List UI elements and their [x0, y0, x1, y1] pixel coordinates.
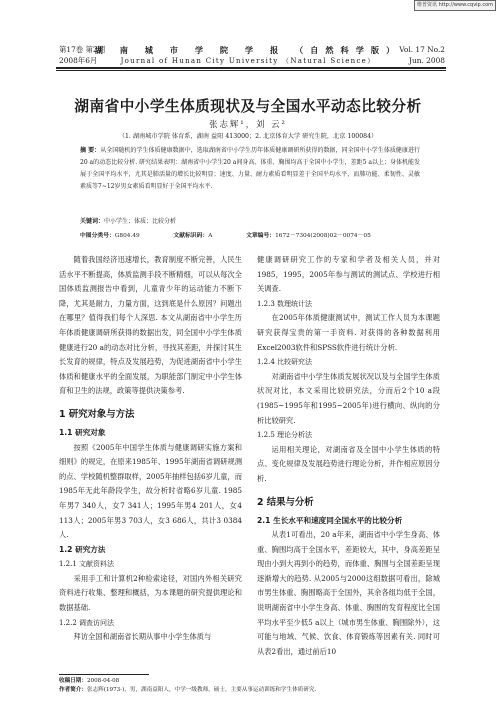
clc-label: 中图分类号： — [80, 233, 115, 239]
volume-issue-en: Vol. 17 No.2 — [399, 45, 445, 54]
section-1-2-heading: 1.2 研究方法 — [59, 544, 106, 554]
section-1-2-2-heading: 1.2.2 调查访问法 — [59, 618, 115, 627]
section-1-heading: 1 研究对象与方法 — [59, 408, 135, 420]
doc-code-value: A — [208, 233, 213, 239]
section-1-1-text: 按照《2005年中国学生体质与健康调研实施方案和细则》的规定，在原来1985年、1995年湖南省调研规测的点、学校随机整群取样，2005年抽样包括6岁儿童，而1985年无此年龄段学生，故分析时省略6岁儿童. 1985年男7 340人，女7 341人；1995年男4 201人，女4 113人；2005年男3 703人，女3 686人，共计3 0384人. — [59, 442, 242, 540]
article-authors: 张志辉¹，刘 云² — [209, 119, 287, 129]
section-1-2-4-heading: 1.2.4 比较研究法 — [257, 358, 313, 367]
section-1-1-heading: 1.1 研究对象 — [59, 427, 106, 437]
doc-code-label: 文献标识码： — [173, 233, 209, 239]
section-2-1-heading: 2.1 生长水平和速度同全国水平的比较分析 — [257, 515, 403, 525]
section-1-2-5-heading: 1.2.5 理论分析法 — [257, 431, 313, 440]
author-bio-label: 作者简介： — [59, 687, 87, 693]
section-1-2-4-text: 对湖南省中小学生体质发展状况以及与全国学生体质状况对比，本文采用比较研究法，分而后2个10 a段(1985~1995年和1995~2005年)进行横向、纵向的分析比较研究. — [257, 371, 440, 425]
article-no-value: 1672－7304(2008)02－0074－05 — [275, 233, 371, 239]
author-bio: 张志辉(1973-)，男，湖南益阳人，中学一级教师，硕士，主要从事运动训练和学生体质研究. — [86, 687, 317, 693]
header-rule-thick — [56, 67, 446, 69]
section-1-2-2-text: 拜访全国和湖南省长期从事中小学生体质与 — [73, 632, 212, 642]
section-2-heading: 2 结果与分析 — [257, 496, 314, 508]
right-column — [257, 253, 440, 659]
classification-line — [80, 230, 440, 239]
volume-issue-cn: 第17卷 第2期 — [59, 45, 106, 54]
date-en: Jun. 2008 — [409, 56, 445, 65]
abstract — [80, 145, 420, 193]
journal-name-en: Journal of Hunan City University （Natural Science） — [120, 57, 376, 65]
section-1-2-1-heading: 1.2.1 文献资料法 — [59, 560, 115, 569]
continued-text: 健康调研研究工作的专家和学者及相关人员，并对1985，1995，2005年参与测试的测试点、学校进行相关调查. — [257, 255, 440, 294]
article-title: 湖南省中小学生体质现状及与全国水平动态比较分析 — [74, 98, 422, 115]
header-rule-thin — [56, 70, 446, 71]
footnote-author — [59, 686, 459, 694]
abstract-label: 摘 要： — [80, 147, 101, 154]
intro-paragraph: 随着我国经济迅速增长，教育制度不断完善，人民生活水平不断提高，体质监测手段不断精细，可以从每次全国体质监测报告中看到，儿童青少年的运动能力不断下降，尤其是耐力，力量方面，这到底是什么原因？问题出在哪里？值得我们每个人深思. 本文从湖南省中小学生历年体质健康调研所获得的数据出发，同全国中小学生体质健康进行20 a的动态对比分析，寻找其差距，并探讨其生长发育的规律，特点及发展趋势，为促进湖南省中小学生体质和健康水平的全面发展，为职能部门制定中小学生体育和卫生的法规，政策等提供决策参考. — [59, 255, 242, 396]
watermark-stamp: 维普资讯 http://www.cqvip.com — [414, 0, 496, 11]
keywords — [80, 216, 420, 225]
clc-value: G804.49 — [114, 233, 140, 239]
keywords-label: 关键词： — [80, 218, 105, 225]
section-2-1-text: 从表1可看出，20 a年来，湖南省中小学生身高、体重、胸围均高于全国水平，差距较大，其中，身高差距呈现由小到大再到小的趋势，而体重、胸围与全国差距呈现逐渐增大的趋势. 从2005与2000这组数据可看出，除城市男生体重、胸围略高于全国外，其余各组均低于全国，说明湖南省中小学生身高、体重、胸围的发育程度比全国平均水平至少低5 a以上（城市男生体重、胸围除外），这可能与地域、气候、饮食、体育锻炼等因素有关. 同时可从表2看出，通过前后10 — [257, 530, 440, 656]
footnote-rule — [59, 674, 149, 675]
date-cn: 2008年6月 — [59, 56, 98, 65]
journal-name-cn: 湖 南 城 市 学 院 学 报 （自然科学版） — [94, 45, 402, 55]
received-date: 2008-04-08 — [86, 678, 120, 684]
footnote-received — [59, 677, 459, 685]
section-1-2-5-text: 运用相关理论，对湖南省及全国中小学生体质的特点、变化规律及发展趋势进行理论分析，并作相应原因分析. — [257, 444, 440, 483]
section-1-2-1-text: 采用手工和计算机2种检索途径，对国内外相关研究资料进行收集、整理和概括，为本课题的研究提供理论和数据基础. — [59, 573, 242, 613]
abstract-text: 从全国随机的学生体质健康数据中，选取湖南省中小学生历年体质健康调研所获得的数据，同全国中小学生体质健康进行20 a的动态比较分析. 研究结果表明：湖南省中小学生20 a间身高、体重、胸围均高于全国中小学生，差距5 a以上；身体机能发展于全国平均水平，尤其是肺活量的增长比较明显；速度、力量、耐力素质看明显差于全国平均水平，而肺功能、柔韧性、灵敏素质等7~12岁男女素质看明显好于全国平均水平. — [80, 147, 420, 190]
keywords-text: 中小学生；体质；比较分析 — [104, 218, 177, 225]
section-1-2-3-heading: 1.2.3 数理统计法 — [257, 299, 313, 308]
article-affiliations: （1. 湖南城市学院 体育系，湖南 益阳 413000；2. 北京体育大学 研究生院，北京 100084） — [118, 133, 378, 140]
section-1-2-3-text: 在2005年体质健康测试中，测试工作人员为本课题研究获得宝贵的第一手资料. 对获得的各种数据利用Excel2003软件和SPSS软件进行统计分析. — [257, 313, 440, 352]
left-column — [59, 253, 242, 645]
article-no-label: 文章编号： — [246, 233, 276, 239]
received-label: 收稿日期： — [59, 678, 87, 684]
